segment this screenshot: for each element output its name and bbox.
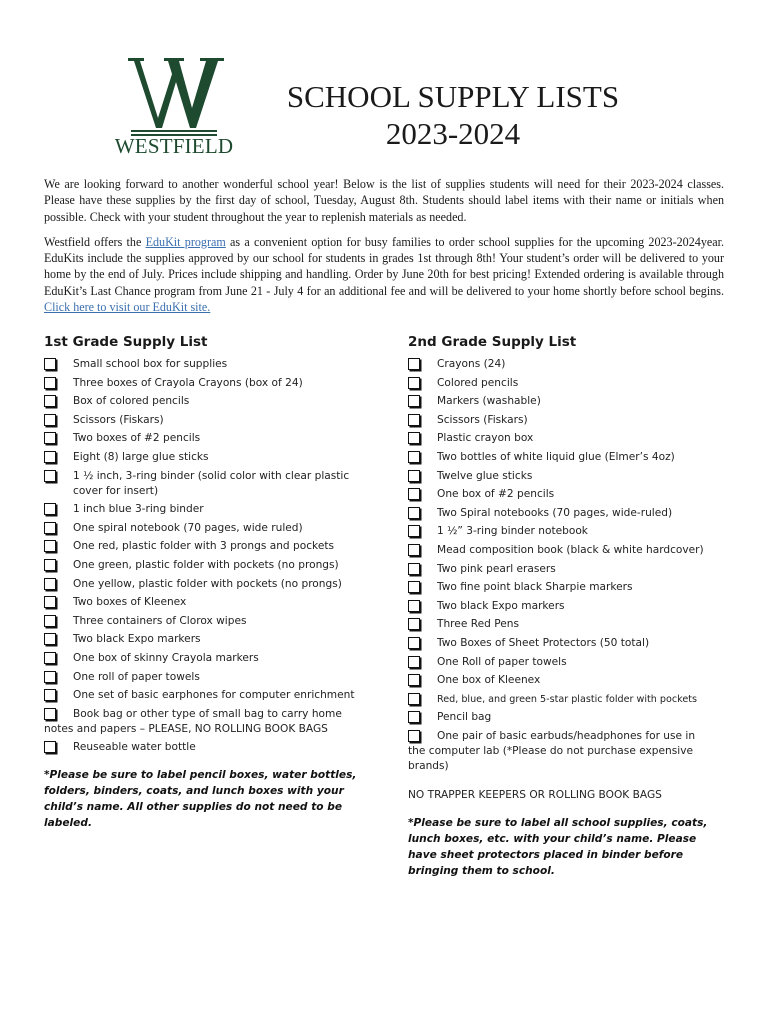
checkbox[interactable] [44, 708, 56, 720]
checklist-item-label: Three boxes of Crayola Crayons (box of 24) [73, 376, 303, 389]
checklist-item-label: Two Boxes of Sheet Protectors (50 total) [437, 636, 650, 649]
checklist-item-label: Red, blue, and green 5-star plastic folder with pockets [437, 693, 698, 705]
checklist-item-label: 1 ½” 3-ring binder notebook [437, 525, 588, 538]
checklist-item [408, 357, 708, 372]
checklist-item-label: One roll of paper towels [73, 670, 200, 683]
checklist-item [44, 413, 369, 428]
checklist-item [408, 487, 708, 502]
checkbox[interactable] [408, 674, 420, 686]
checklist-item-label: 1 ½ inch, 3-ring binder (solid color with clear plastic cover for insert) [73, 469, 350, 497]
checkbox[interactable] [408, 525, 420, 537]
checklist-item [408, 450, 708, 465]
edukit-text: as a convenient option for busy families to order school supplies for the upcoming 2023-2024year. EduKits include the supplies approved by our school for students in grades 1st through 8th! Your student’s order will be delivered to your home by the end of July. Prices include shipping and handling. Order by June 20th for best pricing! Extended ordering is available through EduKit’s Last Chance program from June 21 - July 4 for an additional fee and will be delivered to your home shortly before school begins. [44, 234, 724, 298]
title-line: SCHOOL SUPPLY LISTS [286, 79, 620, 114]
grade2-heading: 2nd Grade Supply List [408, 334, 577, 350]
checkbox[interactable] [44, 689, 56, 701]
checklist-item [44, 521, 369, 536]
page-title [258, 78, 648, 152]
checklist-item [44, 740, 369, 755]
checklist-item [44, 632, 369, 647]
checklist-item [44, 651, 369, 666]
checklist-item-label: One set of basic earphones for computer enrichment [73, 689, 355, 702]
checkbox[interactable] [408, 395, 420, 407]
checklist-item-label: One red, plastic folder with 3 prongs and pockets [73, 540, 335, 553]
checkbox[interactable] [44, 652, 56, 664]
checklist-item-label: One box of #2 pencils [437, 488, 555, 501]
checklist-item [408, 562, 708, 577]
checklist-item-label: Pencil bag [437, 711, 492, 724]
checkbox[interactable] [408, 693, 420, 705]
checkbox[interactable] [44, 395, 56, 407]
checklist-item [44, 431, 369, 446]
checklist-item-label: Reuseable water bottle [73, 741, 196, 754]
checkbox[interactable] [408, 377, 420, 389]
checkbox[interactable] [408, 414, 420, 426]
checkbox[interactable] [44, 432, 56, 444]
checklist-item [408, 673, 708, 688]
checkbox[interactable] [44, 540, 56, 552]
checkbox[interactable] [408, 581, 420, 593]
checklist-item [44, 670, 369, 685]
intro-paragraph: We are looking forward to another wonderful school year! Below is the list of supplies students will need for their 2023-2024 classes. Please have these supplies by the first day of school, Tuesday, August 8th. Students should label items with their name or initials when possible. Check with your student throughout the year to replenish materials as needed. [44, 177, 724, 224]
grade2-plain-note: NO TRAPPER KEEPERS OR ROLLING BOOK BAGS [408, 788, 662, 801]
checkbox[interactable] [408, 488, 420, 500]
checklist-item-label: Two boxes of Kleenex [73, 596, 187, 609]
checklist-item-label: Twelve glue sticks [437, 469, 533, 482]
checklist-item-label: One yellow, plastic folder with pockets (no prongs) [73, 577, 342, 590]
checkbox[interactable] [408, 432, 420, 444]
checklist-item-label: Scissors (Fiskars) [437, 413, 528, 426]
checkbox[interactable] [408, 730, 420, 742]
westfield-logo [104, 56, 244, 160]
checklist-item-label: Scissors (Fiskars) [73, 413, 164, 426]
checklist-item [408, 580, 708, 595]
checklist-item-label: Two fine point black Sharpie markers [437, 581, 633, 594]
checkbox[interactable] [44, 503, 56, 515]
checkbox[interactable] [44, 377, 56, 389]
grade2-note: *Please be sure to label all school supplies, coats, lunch boxes, etc. with your child’s name. Please have sheet protectors placed in binder before bringing them to school. [408, 816, 708, 877]
checklist-item-label: 1 inch blue 3-ring binder [73, 503, 204, 516]
checklist-item [44, 614, 369, 629]
checklist-item [408, 710, 708, 725]
checklist-item [408, 543, 708, 558]
checklist-item-label: Mead composition book (black & white hardcover) [437, 543, 704, 556]
checkbox[interactable] [44, 358, 56, 370]
checkbox[interactable] [408, 544, 420, 556]
checkbox[interactable] [408, 637, 420, 649]
checkbox[interactable] [44, 596, 56, 608]
checklist-item-label: Two boxes of #2 pencils [73, 432, 201, 445]
checklist-item-label: One box of skinny Crayola markers [73, 651, 259, 664]
checklist-item-label: One Roll of paper towels [437, 655, 567, 668]
checklist-item-label: One green, plastic folder with pockets (no prongs) [73, 558, 339, 571]
checklist-item [44, 502, 369, 517]
checkbox[interactable] [408, 358, 420, 370]
checkbox[interactable] [44, 414, 56, 426]
checkbox[interactable] [408, 600, 420, 612]
checklist-item-label: One spiral notebook (70 pages, wide ruled) [73, 521, 303, 534]
checklist-item [408, 617, 708, 632]
checklist-item [44, 394, 369, 409]
checklist-item-label: Book bag or other type of small bag to carry home notes and papers – PLEASE, NO ROLLING BOOK BAGS [44, 707, 342, 735]
edukit-paragraph [44, 234, 724, 315]
checklist-item [44, 707, 369, 737]
logo-text: WESTFIELD [114, 134, 234, 158]
checkbox[interactable] [408, 563, 420, 575]
checkbox[interactable] [44, 633, 56, 645]
checklist-item-label: Small school box for supplies [73, 358, 228, 370]
checkbox[interactable] [44, 741, 56, 753]
checkbox[interactable] [44, 615, 56, 627]
checklist-item [44, 450, 369, 465]
checklist-item [44, 357, 369, 372]
checklist-item-label: Two black Expo markers [437, 599, 565, 612]
checklist-item [408, 394, 708, 409]
edukit-site-link[interactable]: Click here to visit our EduKit site. [44, 300, 211, 315]
checkbox[interactable] [44, 451, 56, 463]
grade1-heading: 1st Grade Supply List [44, 334, 208, 350]
checkbox[interactable] [44, 559, 56, 571]
checklist-item [44, 688, 369, 703]
checklist-item-label: Markers (washable) [437, 395, 541, 408]
checklist-item [408, 729, 708, 774]
edukit-program-link[interactable]: EduKit program [145, 234, 226, 249]
checklist-item-label: Three containers of Clorox wipes [73, 614, 247, 627]
checkbox[interactable] [408, 507, 420, 519]
checklist-item-label: Two black Expo markers [73, 633, 201, 646]
checklist-item-label: One box of Kleenex [437, 674, 541, 687]
checkbox[interactable] [408, 656, 420, 668]
checkbox[interactable] [44, 578, 56, 590]
grade2-items [408, 357, 708, 774]
grade1-items [44, 357, 369, 755]
logo-rule [131, 130, 217, 132]
checkbox[interactable] [408, 618, 420, 630]
checkbox[interactable] [44, 671, 56, 683]
checklist-item-label: Crayons (24) [437, 358, 506, 370]
checkbox[interactable] [44, 470, 56, 482]
checklist-item-label: Eight (8) large glue sticks [73, 450, 209, 463]
grade1-list [44, 334, 369, 831]
checklist-item [408, 636, 708, 651]
checklist-item-label: Plastic crayon box [437, 432, 534, 445]
checkbox[interactable] [408, 470, 420, 482]
logo-w-icon [128, 56, 224, 128]
grade2-list [408, 334, 708, 879]
checklist-item [408, 599, 708, 614]
checklist-item [44, 539, 369, 554]
checklist-item-label: Three Red Pens [437, 618, 519, 631]
checklist-item-label: Box of colored pencils [73, 395, 190, 408]
checkbox[interactable] [44, 522, 56, 534]
checklist-item [408, 413, 708, 428]
checklist-item [44, 595, 369, 610]
checklist-item [44, 469, 369, 499]
checklist-item-label: One pair of basic earbuds/headphones for use in the computer lab (*Please do not purchase expensive brands) [408, 729, 696, 772]
checklist-item [44, 577, 369, 592]
checklist-item-label: Two Spiral notebooks (70 pages, wide-ruled) [437, 506, 673, 519]
checklist-item-label: Two pink pearl erasers [437, 562, 556, 575]
checklist-item [408, 469, 708, 484]
checklist-item [408, 655, 708, 670]
checkbox[interactable] [408, 451, 420, 463]
checkbox[interactable] [408, 711, 420, 723]
checklist-item-label: Colored pencils [437, 376, 519, 389]
checklist-item [44, 558, 369, 573]
checklist-item [408, 524, 708, 539]
checklist-item [408, 431, 708, 446]
intro-text [44, 176, 724, 324]
checklist-item [44, 376, 369, 391]
checklist-item-label: Two bottles of white liquid glue (Elmer’s 4oz) [437, 450, 675, 463]
checklist-item [408, 506, 708, 521]
checklist-item [408, 692, 708, 707]
title-year: 2023-2024 [385, 116, 521, 151]
edukit-text: Westfield offers the [44, 234, 146, 249]
grade1-note: *Please be sure to label pencil boxes, water bottles, folders, binders, coats, and lunch boxes with your child’s name. All other supplies do not need to be labeled. [44, 769, 357, 830]
checklist-item [408, 376, 708, 391]
